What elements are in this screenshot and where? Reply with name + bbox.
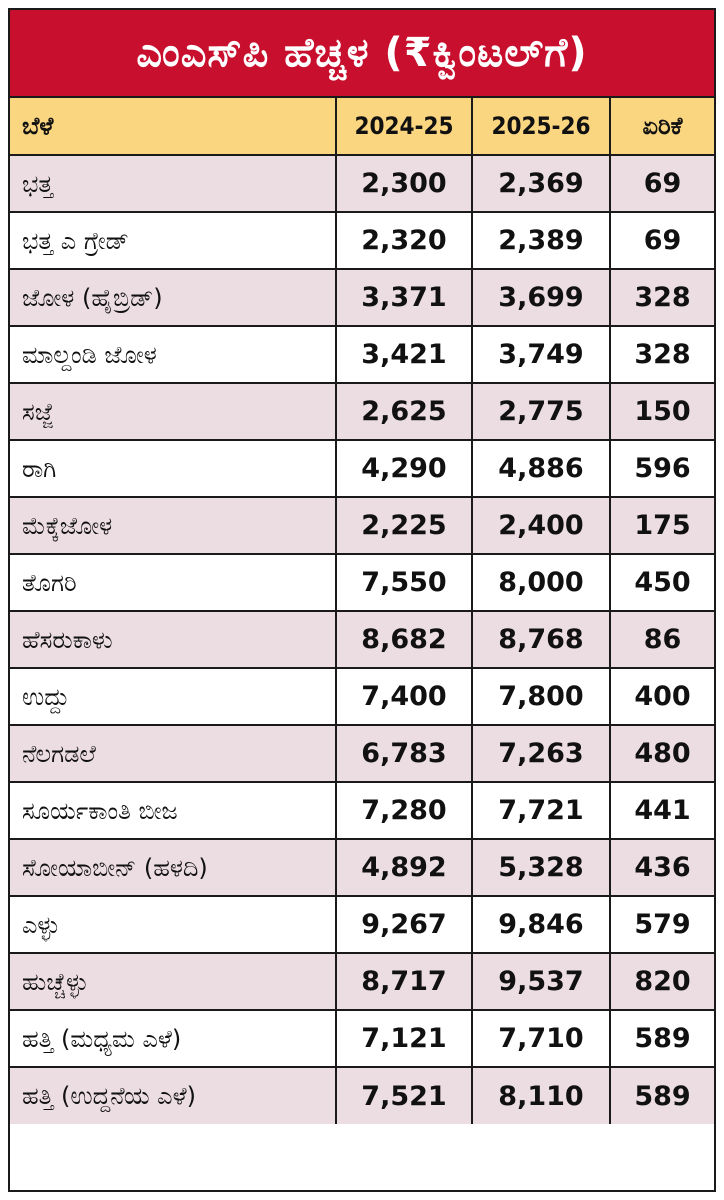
crop-cell: ನೆಲಗಡಲೆ	[10, 725, 336, 782]
crop-cell: ಎಳ್ಳು	[10, 896, 336, 953]
table-row	[10, 269, 714, 326]
msp-2025-26-cell: 2,400	[472, 497, 610, 554]
msp-table	[10, 98, 714, 1124]
table-row	[10, 383, 714, 440]
column-header-year1: 2024-25	[336, 98, 472, 155]
msp-2024-25-cell: 3,371	[336, 269, 472, 326]
crop-cell: ತೊಗರಿ	[10, 554, 336, 611]
crop-cell: ಹತ್ತಿ (ಉದ್ದನೆಯ ಎಳೆ)	[10, 1067, 336, 1124]
msp-2024-25-cell: 2,300	[336, 155, 472, 212]
msp-2025-26-cell: 2,369	[472, 155, 610, 212]
table-row	[10, 611, 714, 668]
crop-cell: ಸೂರ್ಯಕಾಂತಿ ಬೀಜ	[10, 782, 336, 839]
increase-cell: 589	[610, 1067, 714, 1124]
msp-2024-25-cell: 2,625	[336, 383, 472, 440]
crop-cell: ಸಜ್ಜೆ	[10, 383, 336, 440]
msp-2024-25-cell: 6,783	[336, 725, 472, 782]
msp-2025-26-cell: 3,699	[472, 269, 610, 326]
increase-cell: 328	[610, 326, 714, 383]
msp-2024-25-cell: 2,225	[336, 497, 472, 554]
msp-2024-25-cell: 9,267	[336, 896, 472, 953]
crop-cell: ಉದ್ದು	[10, 668, 336, 725]
increase-cell: 400	[610, 668, 714, 725]
msp-table-frame	[8, 8, 716, 1192]
increase-cell: 441	[610, 782, 714, 839]
table-row	[10, 782, 714, 839]
msp-2025-26-cell: 7,710	[472, 1010, 610, 1067]
increase-cell: 436	[610, 839, 714, 896]
increase-cell: 589	[610, 1010, 714, 1067]
table-row	[10, 497, 714, 554]
crop-cell: ಮಾಲ್ದಂಡಿ ಜೋಳ	[10, 326, 336, 383]
msp-2024-25-cell: 2,320	[336, 212, 472, 269]
msp-2024-25-cell: 8,682	[336, 611, 472, 668]
table-header-row	[10, 98, 714, 155]
increase-cell: 596	[610, 440, 714, 497]
msp-2024-25-cell: 8,717	[336, 953, 472, 1010]
msp-2024-25-cell: 7,521	[336, 1067, 472, 1124]
msp-2024-25-cell: 7,550	[336, 554, 472, 611]
msp-2024-25-cell: 4,290	[336, 440, 472, 497]
table-row	[10, 440, 714, 497]
increase-cell: 450	[610, 554, 714, 611]
msp-2025-26-cell: 7,800	[472, 668, 610, 725]
crop-cell: ಹೆಸರುಕಾಳು	[10, 611, 336, 668]
msp-2025-26-cell: 4,886	[472, 440, 610, 497]
crop-cell: ಭತ್ತ ಎ ಗ್ರೇಡ್	[10, 212, 336, 269]
msp-2025-26-cell: 5,328	[472, 839, 610, 896]
table-row	[10, 326, 714, 383]
table-row	[10, 1067, 714, 1124]
column-header-year2: 2025-26	[472, 98, 610, 155]
table-row	[10, 1010, 714, 1067]
column-header-increase: ಏರಿಕೆ	[610, 98, 714, 155]
msp-2025-26-cell: 3,749	[472, 326, 610, 383]
table-row	[10, 953, 714, 1010]
msp-2025-26-cell: 2,389	[472, 212, 610, 269]
msp-2025-26-cell: 9,846	[472, 896, 610, 953]
msp-2025-26-cell: 7,721	[472, 782, 610, 839]
msp-2025-26-cell: 7,263	[472, 725, 610, 782]
msp-2025-26-cell: 8,768	[472, 611, 610, 668]
increase-cell: 86	[610, 611, 714, 668]
crop-cell: ಹುಚ್ಚೆಳ್ಳು	[10, 953, 336, 1010]
crop-cell: ಜೋಳ (ಹೈಬ್ರಿಡ್)	[10, 269, 336, 326]
msp-2024-25-cell: 7,400	[336, 668, 472, 725]
msp-2025-26-cell: 8,000	[472, 554, 610, 611]
page-title: ಎಂಎಸ್‌ಪಿ ಹೆಚ್ಚಳ (₹ಕ್ವಿಂಟಲ್‌ಗೆ)	[10, 10, 714, 98]
table-row	[10, 212, 714, 269]
table-row	[10, 668, 714, 725]
increase-cell: 69	[610, 212, 714, 269]
crop-cell: ರಾಗಿ	[10, 440, 336, 497]
table-row	[10, 155, 714, 212]
msp-2025-26-cell: 8,110	[472, 1067, 610, 1124]
msp-2024-25-cell: 4,892	[336, 839, 472, 896]
increase-cell: 579	[610, 896, 714, 953]
table-body	[10, 155, 714, 1124]
crop-cell: ಭತ್ತ	[10, 155, 336, 212]
increase-cell: 69	[610, 155, 714, 212]
crop-cell: ಸೋಯಾಬೀನ್ (ಹಳದಿ)	[10, 839, 336, 896]
increase-cell: 150	[610, 383, 714, 440]
increase-cell: 820	[610, 953, 714, 1010]
increase-cell: 480	[610, 725, 714, 782]
increase-cell: 175	[610, 497, 714, 554]
table-row	[10, 725, 714, 782]
msp-2024-25-cell: 7,280	[336, 782, 472, 839]
msp-2025-26-cell: 2,775	[472, 383, 610, 440]
table-row	[10, 554, 714, 611]
increase-cell: 328	[610, 269, 714, 326]
column-header-crop: ಬೆಳೆ	[10, 98, 336, 155]
crop-cell: ಹತ್ತಿ (ಮಧ್ಯಮ ಎಳೆ)	[10, 1010, 336, 1067]
msp-2024-25-cell: 7,121	[336, 1010, 472, 1067]
msp-2025-26-cell: 9,537	[472, 953, 610, 1010]
msp-2024-25-cell: 3,421	[336, 326, 472, 383]
table-row	[10, 896, 714, 953]
table-row	[10, 839, 714, 896]
crop-cell: ಮೆಕ್ಕೆಜೋಳ	[10, 497, 336, 554]
